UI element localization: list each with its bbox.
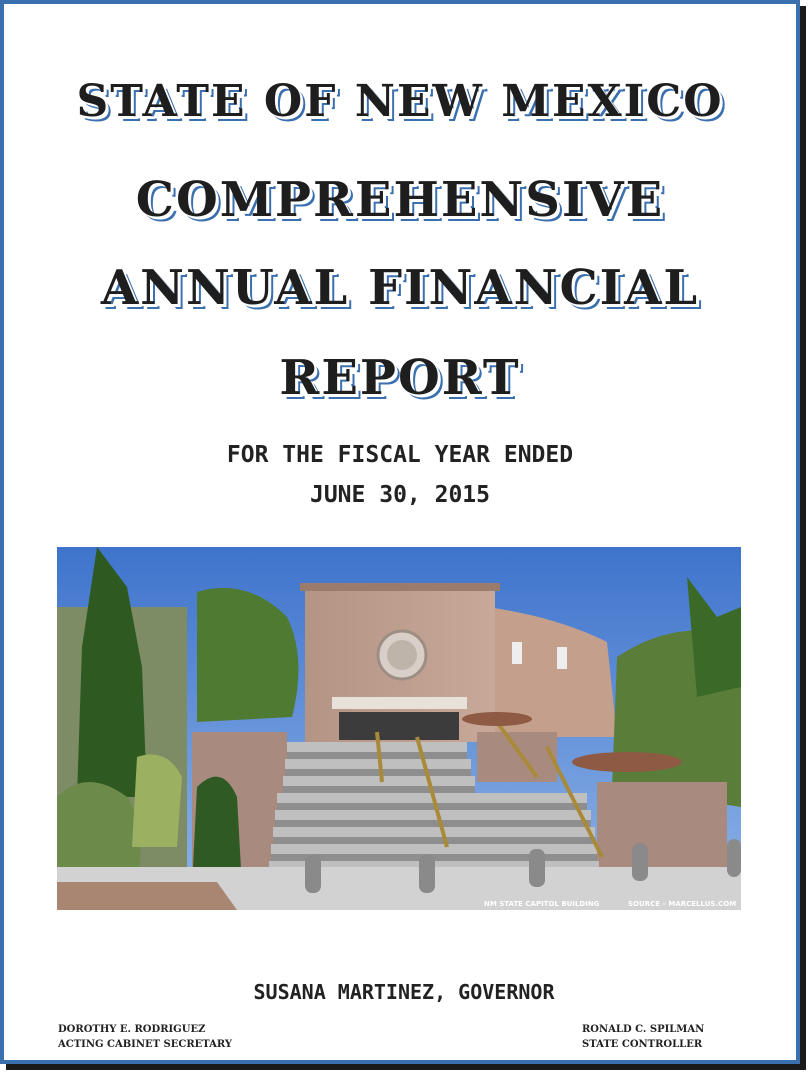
signatory-left-title: ACTING CABINET SECRETARY xyxy=(58,1039,233,1050)
title-line-state: STATE OF NEW MEXICO xyxy=(76,76,724,127)
fiscal-year-label: FOR THE FISCAL YEAR ENDED xyxy=(226,442,574,468)
title-line-report: REPORT xyxy=(279,350,521,406)
signatory-left xyxy=(58,1022,232,1052)
signatory-right xyxy=(582,1022,704,1052)
capitol-building-photo xyxy=(57,547,741,910)
photo-source: SOURCE – MARCELLUS.COM xyxy=(628,900,737,908)
signatory-right-name: RONALD C. SPILMAN xyxy=(582,1024,705,1035)
signatory-left-name: DOROTHY E. RODRIGUEZ xyxy=(58,1024,206,1035)
fiscal-year-date: JUNE 30, 2015 xyxy=(309,482,490,508)
signatory-right-title: STATE CONTROLLER xyxy=(582,1039,703,1050)
governor-name: SUSANA MARTINEZ, GOVERNOR xyxy=(253,980,555,1004)
photo-caption: NM STATE CAPITOL BUILDING xyxy=(484,900,600,908)
title-line-annual-financial: ANNUAL FINANCIAL xyxy=(100,260,700,316)
title-line-comprehensive: COMPREHENSIVE xyxy=(135,172,665,228)
